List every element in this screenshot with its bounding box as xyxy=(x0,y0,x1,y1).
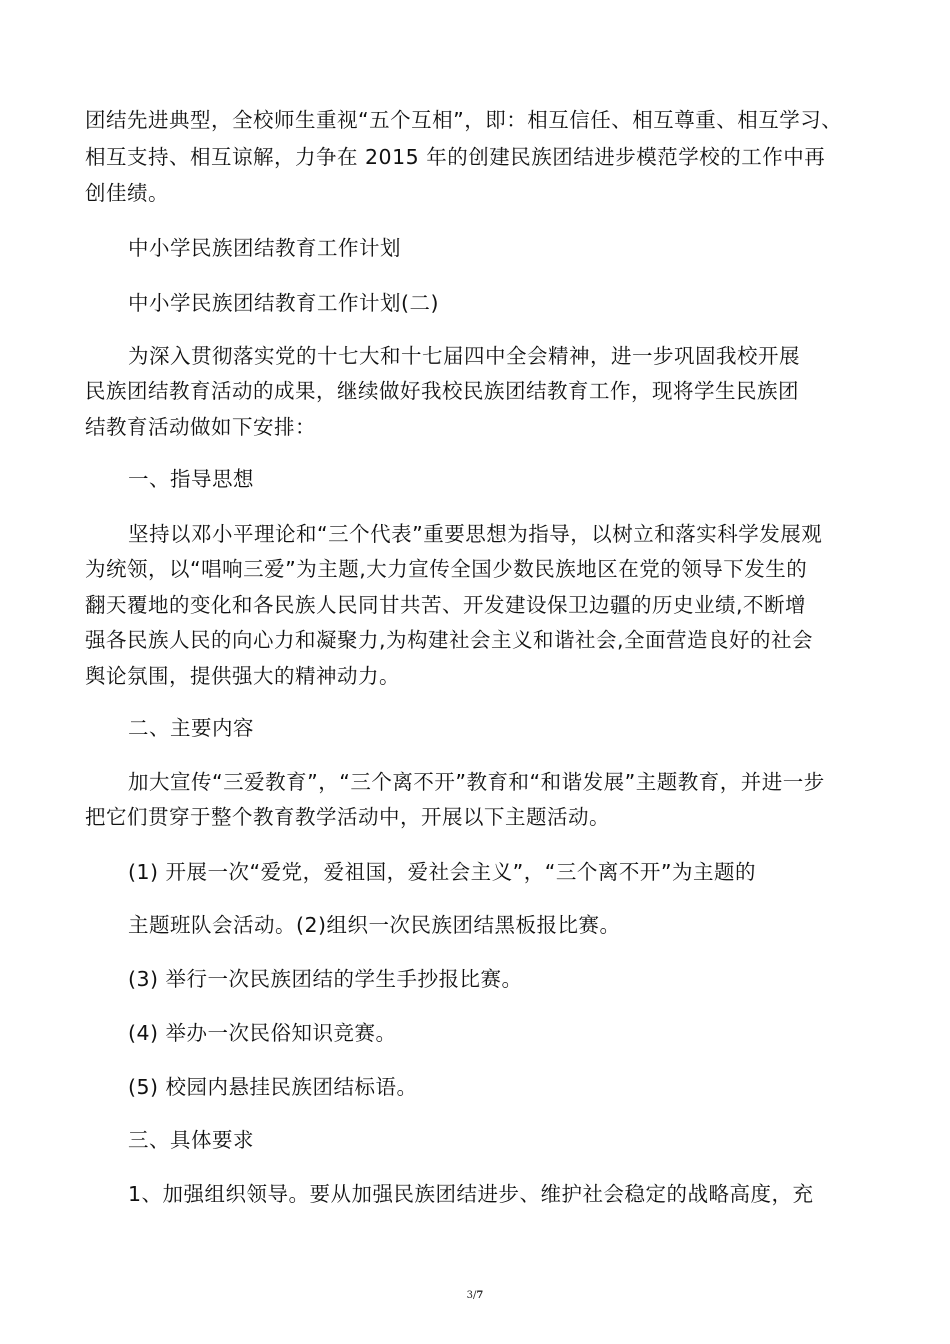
section-heading: 中小学民族团结教育工作计划 xyxy=(128,236,401,260)
list-item: (3) 举行一次民族团结的学生手抄报比赛。 xyxy=(128,967,523,991)
list-item: 主题班队会活动。(2)组织一次民族团结黑板报比赛。 xyxy=(128,913,621,937)
page-current: 3 xyxy=(466,1290,474,1301)
section-heading: 中小学民族团结教育工作计划(二) xyxy=(128,291,439,315)
text-line: 强各民族人民的向心力和凝聚力,为构建社会主义和谐社会,全面营造良好的社会 xyxy=(85,628,814,652)
text-line: 舆论氛围，提供强大的精神动力。 xyxy=(85,664,400,688)
text-line: 民族团结教育活动的成果，继续做好我校民族团结教育工作，现将学生民族团 xyxy=(85,379,799,403)
text-line: 团结先进典型，全校师生重视“五个互相”，即：相互信任、相互尊重、相互学习、 xyxy=(85,108,843,132)
text-line: 坚持以邓小平理论和“三个代表”重要思想为指导，以树立和落实科学发展观 xyxy=(128,522,823,546)
text-line: 相互支持、相互谅解，力争在 2015 年的创建民族团结进步模范学校的工作中再 xyxy=(85,145,826,169)
text-line: 加大宣传“三爱教育”，“三个离不开”教育和“和谐发展”主题教育，并进一步 xyxy=(128,770,825,794)
text-line: 1、加强组织领导。要从加强民族团结进步、维护社会稳定的战略高度，充 xyxy=(128,1182,814,1206)
section-heading: 一、指导思想 xyxy=(128,467,254,491)
text-line: 创佳绩。 xyxy=(85,181,169,205)
list-item: (4) 举办一次民俗知识竞赛。 xyxy=(128,1021,397,1045)
text-line: 结教育活动做如下安排： xyxy=(85,415,316,439)
page-separator: / xyxy=(473,1290,477,1301)
text-line: 为深入贯彻落实党的十七大和十七届四中全会精神，进一步巩固我校开展 xyxy=(128,344,800,368)
list-item: (5) 校园内悬挂民族团结标语。 xyxy=(128,1075,418,1099)
page-number xyxy=(0,1290,950,1301)
text-line: 把它们贯穿于整个教育教学活动中，开展以下主题活动。 xyxy=(85,805,610,829)
page-total: 7 xyxy=(476,1290,484,1301)
section-heading: 三、具体要求 xyxy=(128,1128,254,1152)
text-line: 翻天覆地的变化和各民族人民同甘共苦、开发建设保卫边疆的历史业绩,不断增 xyxy=(85,593,807,617)
list-item: (1) 开展一次“爱党，爱祖国，爱社会主义”，“三个离不开”为主题的 xyxy=(128,860,757,884)
text-line: 为统领，以“唱响三爱”为主题,大力宣传全国少数民族地区在党的领导下发生的 xyxy=(85,557,808,581)
section-heading: 二、主要内容 xyxy=(128,716,254,740)
